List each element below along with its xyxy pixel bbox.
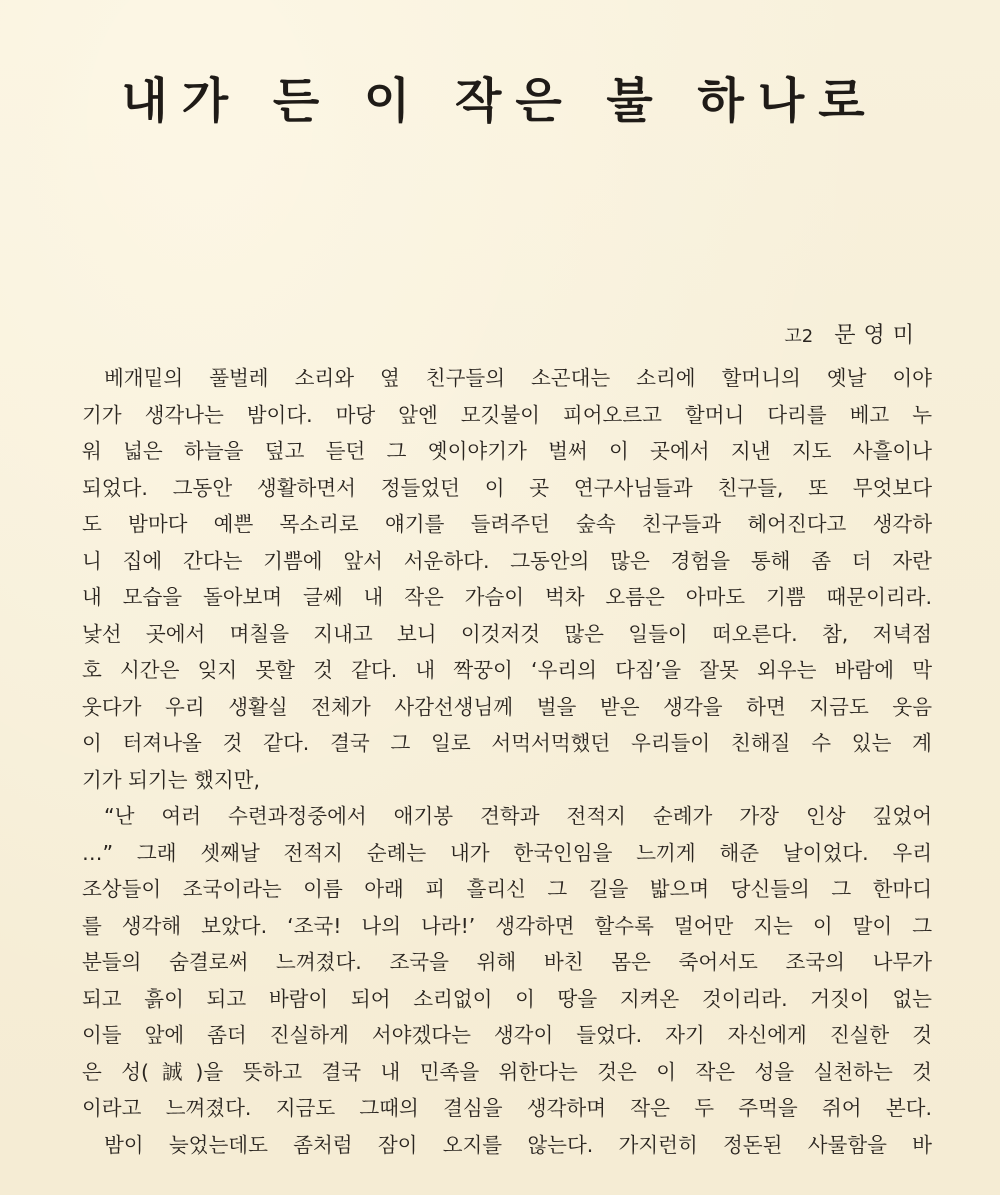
author-name: 문영미 [834, 323, 922, 348]
text-line: 되고 흙이 되고 바람이 되어 소리없이 이 땅을 지켜온 것이리라. 거짓이 없는 [82, 986, 932, 1011]
text-line: 이 터져나올 것 같다. 결국 그 일로 서먹서먹했던 우리들이 친해질 수 있는 계 [82, 731, 932, 755]
text-line: 내 모습을 돌아보며 글쎄 내 작은 가슴이 벅차 오름은 아마도 기쁨 때문이리라. [82, 585, 932, 609]
text-line: 되었다. 그동안 생활하면서 정들었던 이 곳 연구사님들과 친구들, 또 무엇보다 [82, 475, 932, 500]
author-byline [784, 318, 922, 349]
text-line: 니 집에 간다는 기쁨에 앞서 서운하다. 그동안의 많은 경험을 통해 좀 더 자란 [82, 548, 932, 573]
text-line: 기가 되기는 했지만, [82, 767, 260, 792]
text-line: 은 성(誠)을 뜻하고 결국 내 민족을 위한다는 것은 이 작은 성을 실천하는 것 [82, 1059, 932, 1084]
essay-body [82, 360, 932, 1163]
text-line: “난 여러 수련과정중에서 애기봉 견학과 전적지 순례가 가장 인상 깊었어 [104, 804, 932, 828]
text-line: …” 그래 셋째날 전적지 순례는 내가 한국인임을 느끼게 해준 날이었다. 우리 [82, 840, 932, 865]
text-line: 밤이 늦었는데도 좀처럼 잠이 오지를 않는다. 가지런히 정돈된 사물함을 바 [104, 1132, 932, 1157]
author-grade: 고2 [784, 326, 814, 347]
text-line: 호 시간은 잊지 못할 것 같다. 내 짝꿍이 ‘우리의 다짐’을 잘못 외우는 바람에 막 [82, 658, 932, 682]
text-line: 도 밤마다 예쁜 목소리로 얘기를 들려주던 숲속 친구들과 헤어진다고 생각하 [82, 512, 932, 536]
text-line: 워 넓은 하늘을 덮고 듣던 그 옛이야기가 벌써 이 곳에서 지낸 지도 사흘이나 [82, 439, 932, 463]
essay-title: 내가 든 이 작은 불 하나로 [121, 73, 879, 129]
text-line: 조상들이 조국이라는 이름 아래 피 흘리신 그 길을 밟으며 당신들의 그 한마디 [82, 877, 932, 901]
text-line: 분들의 숨결로써 느껴졌다. 조국을 위해 바친 몸은 죽어서도 조국의 나무가 [82, 950, 932, 974]
text-line: 베개밑의 풀벌레 소리와 옆 친구들의 소곤대는 소리에 할머니의 옛날 이야 [104, 366, 932, 390]
text-line: 이들 앞에 좀더 진실하게 서야겠다는 생각이 들었다. 자기 자신에게 진실한 것 [82, 1023, 932, 1047]
text-line: 기가 생각나는 밤이다. 마당 앞엔 모깃불이 피어오르고 할머니 다리를 베고 누 [82, 402, 932, 427]
text-line: 를 생각해 보았다. ‘조국! 나의 나라!’ 생각하면 할수록 멀어만 지는 이 말이 그 [82, 913, 932, 938]
text-line: 낯선 곳에서 며칠을 지내고 보니 이것저것 많은 일들이 떠오른다. 참, 저녁점 [82, 621, 932, 646]
text-line: 웃다가 우리 생활실 전체가 사감선생님께 벌을 받은 생각을 하면 지금도 웃음 [82, 694, 932, 719]
text-line: 이라고 느껴졌다. 지금도 그때의 결심을 생각하며 작은 두 주먹을 쥐어 본다. [82, 1096, 932, 1120]
